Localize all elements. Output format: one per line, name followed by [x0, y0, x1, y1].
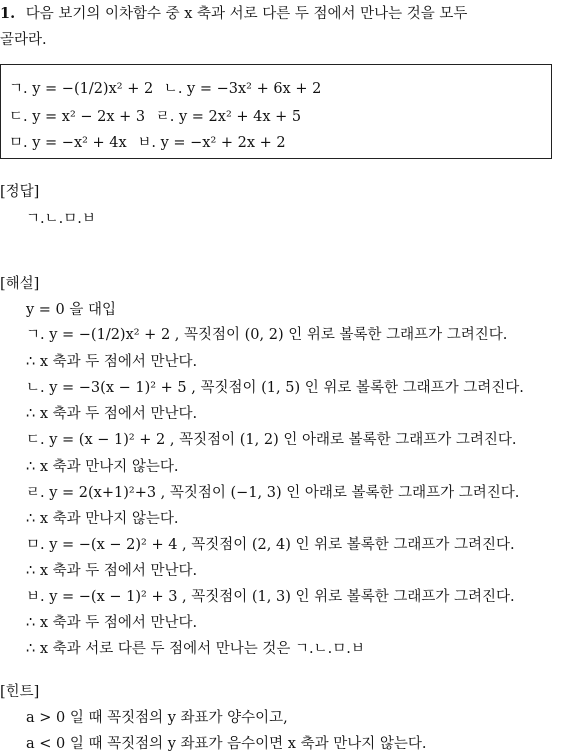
explanation-line: ∴ x 축과 두 점에서 만난다.: [26, 406, 198, 422]
explanation-line: ㄹ. y = 2(x+1)²+3 , 꼭짓점이 (−1, 3) 인 아래로 볼록한 그래프가 그려진다.: [26, 485, 520, 501]
explanation-heading: [해설]: [0, 276, 40, 292]
choices-row-1: [9, 77, 321, 98]
question-text-1: 다음 보기의 이차함수 중 x 축과 서로 다른 두 점에서 만나는 것을 모두: [25, 6, 468, 22]
explanation-line: y = 0 을 대입: [26, 302, 117, 318]
explanation-line: ∴ x 축과 두 점에서 만난다.: [26, 354, 198, 370]
explanation-line: ∴ x 축과 두 점에서 만난다.: [26, 615, 198, 631]
question-number: 1.: [0, 5, 16, 22]
choice-d: ㄹ. y = 2x² + 4x + 5: [155, 109, 302, 125]
choices-row-3: [9, 131, 286, 152]
question-text-2: 골라라.: [0, 32, 47, 48]
choice-b: ㄴ. y = −3x² + 6x + 2: [163, 81, 322, 97]
explanation-line: ∴ x 축과 서로 다른 두 점에서 만나는 것은 ㄱ.ㄴ.ㅁ.ㅂ: [26, 641, 365, 657]
choice-a: ㄱ. y = −(1/2)x² + 2: [9, 81, 154, 97]
hint-line: a < 0 일 때 꼭짓점의 y 좌표가 음수이면 x 축과 만나지 않는다.: [26, 736, 427, 752]
explanation-line: ㅂ. y = −(x − 1)² + 3 , 꼭짓점이 (1, 3) 인 위로 볼록한 그래프가 그려진다.: [26, 589, 515, 605]
hint-heading: [힌트]: [0, 684, 40, 700]
explanation-line: ∴ x 축과 만나지 않는다.: [26, 511, 179, 527]
explanation-line: ∴ x 축과 두 점에서 만난다.: [26, 563, 198, 579]
choice-e: ㅁ. y = −x² + 4x: [9, 135, 127, 151]
explanation-line: ㄴ. y = −3(x − 1)² + 5 , 꼭짓점이 (1, 5) 인 위로 볼록한 그래프가 그려진다.: [26, 380, 524, 396]
explanation-line: ∴ x 축과 만나지 않는다.: [26, 459, 179, 475]
explanation-line: ㄱ. y = −(1/2)x² + 2 , 꼭짓점이 (0, 2) 인 위로 볼록한 그래프가 그려진다.: [26, 327, 508, 343]
choice-c: ㄷ. y = x² − 2x + 3: [9, 109, 146, 125]
explanation-line: ㄷ. y = (x − 1)² + 2 , 꼭짓점이 (1, 2) 인 아래로 볼록한 그래프가 그려진다.: [26, 432, 517, 448]
choices-row-2: [9, 105, 301, 126]
answer-value: ㄱ.ㄴ.ㅁ.ㅂ: [26, 211, 96, 227]
question-line-1: [0, 2, 467, 23]
explanation-line: ㅁ. y = −(x − 2)² + 4 , 꼭짓점이 (2, 4) 인 위로 볼록한 그래프가 그려진다.: [26, 537, 515, 553]
choice-f: ㅂ. y = −x² + 2x + 2: [137, 135, 286, 151]
hint-line: a > 0 일 때 꼭짓점의 y 좌표가 양수이고,: [26, 710, 288, 726]
answer-heading: [정답]: [0, 184, 40, 200]
choices-box: [0, 64, 552, 159]
